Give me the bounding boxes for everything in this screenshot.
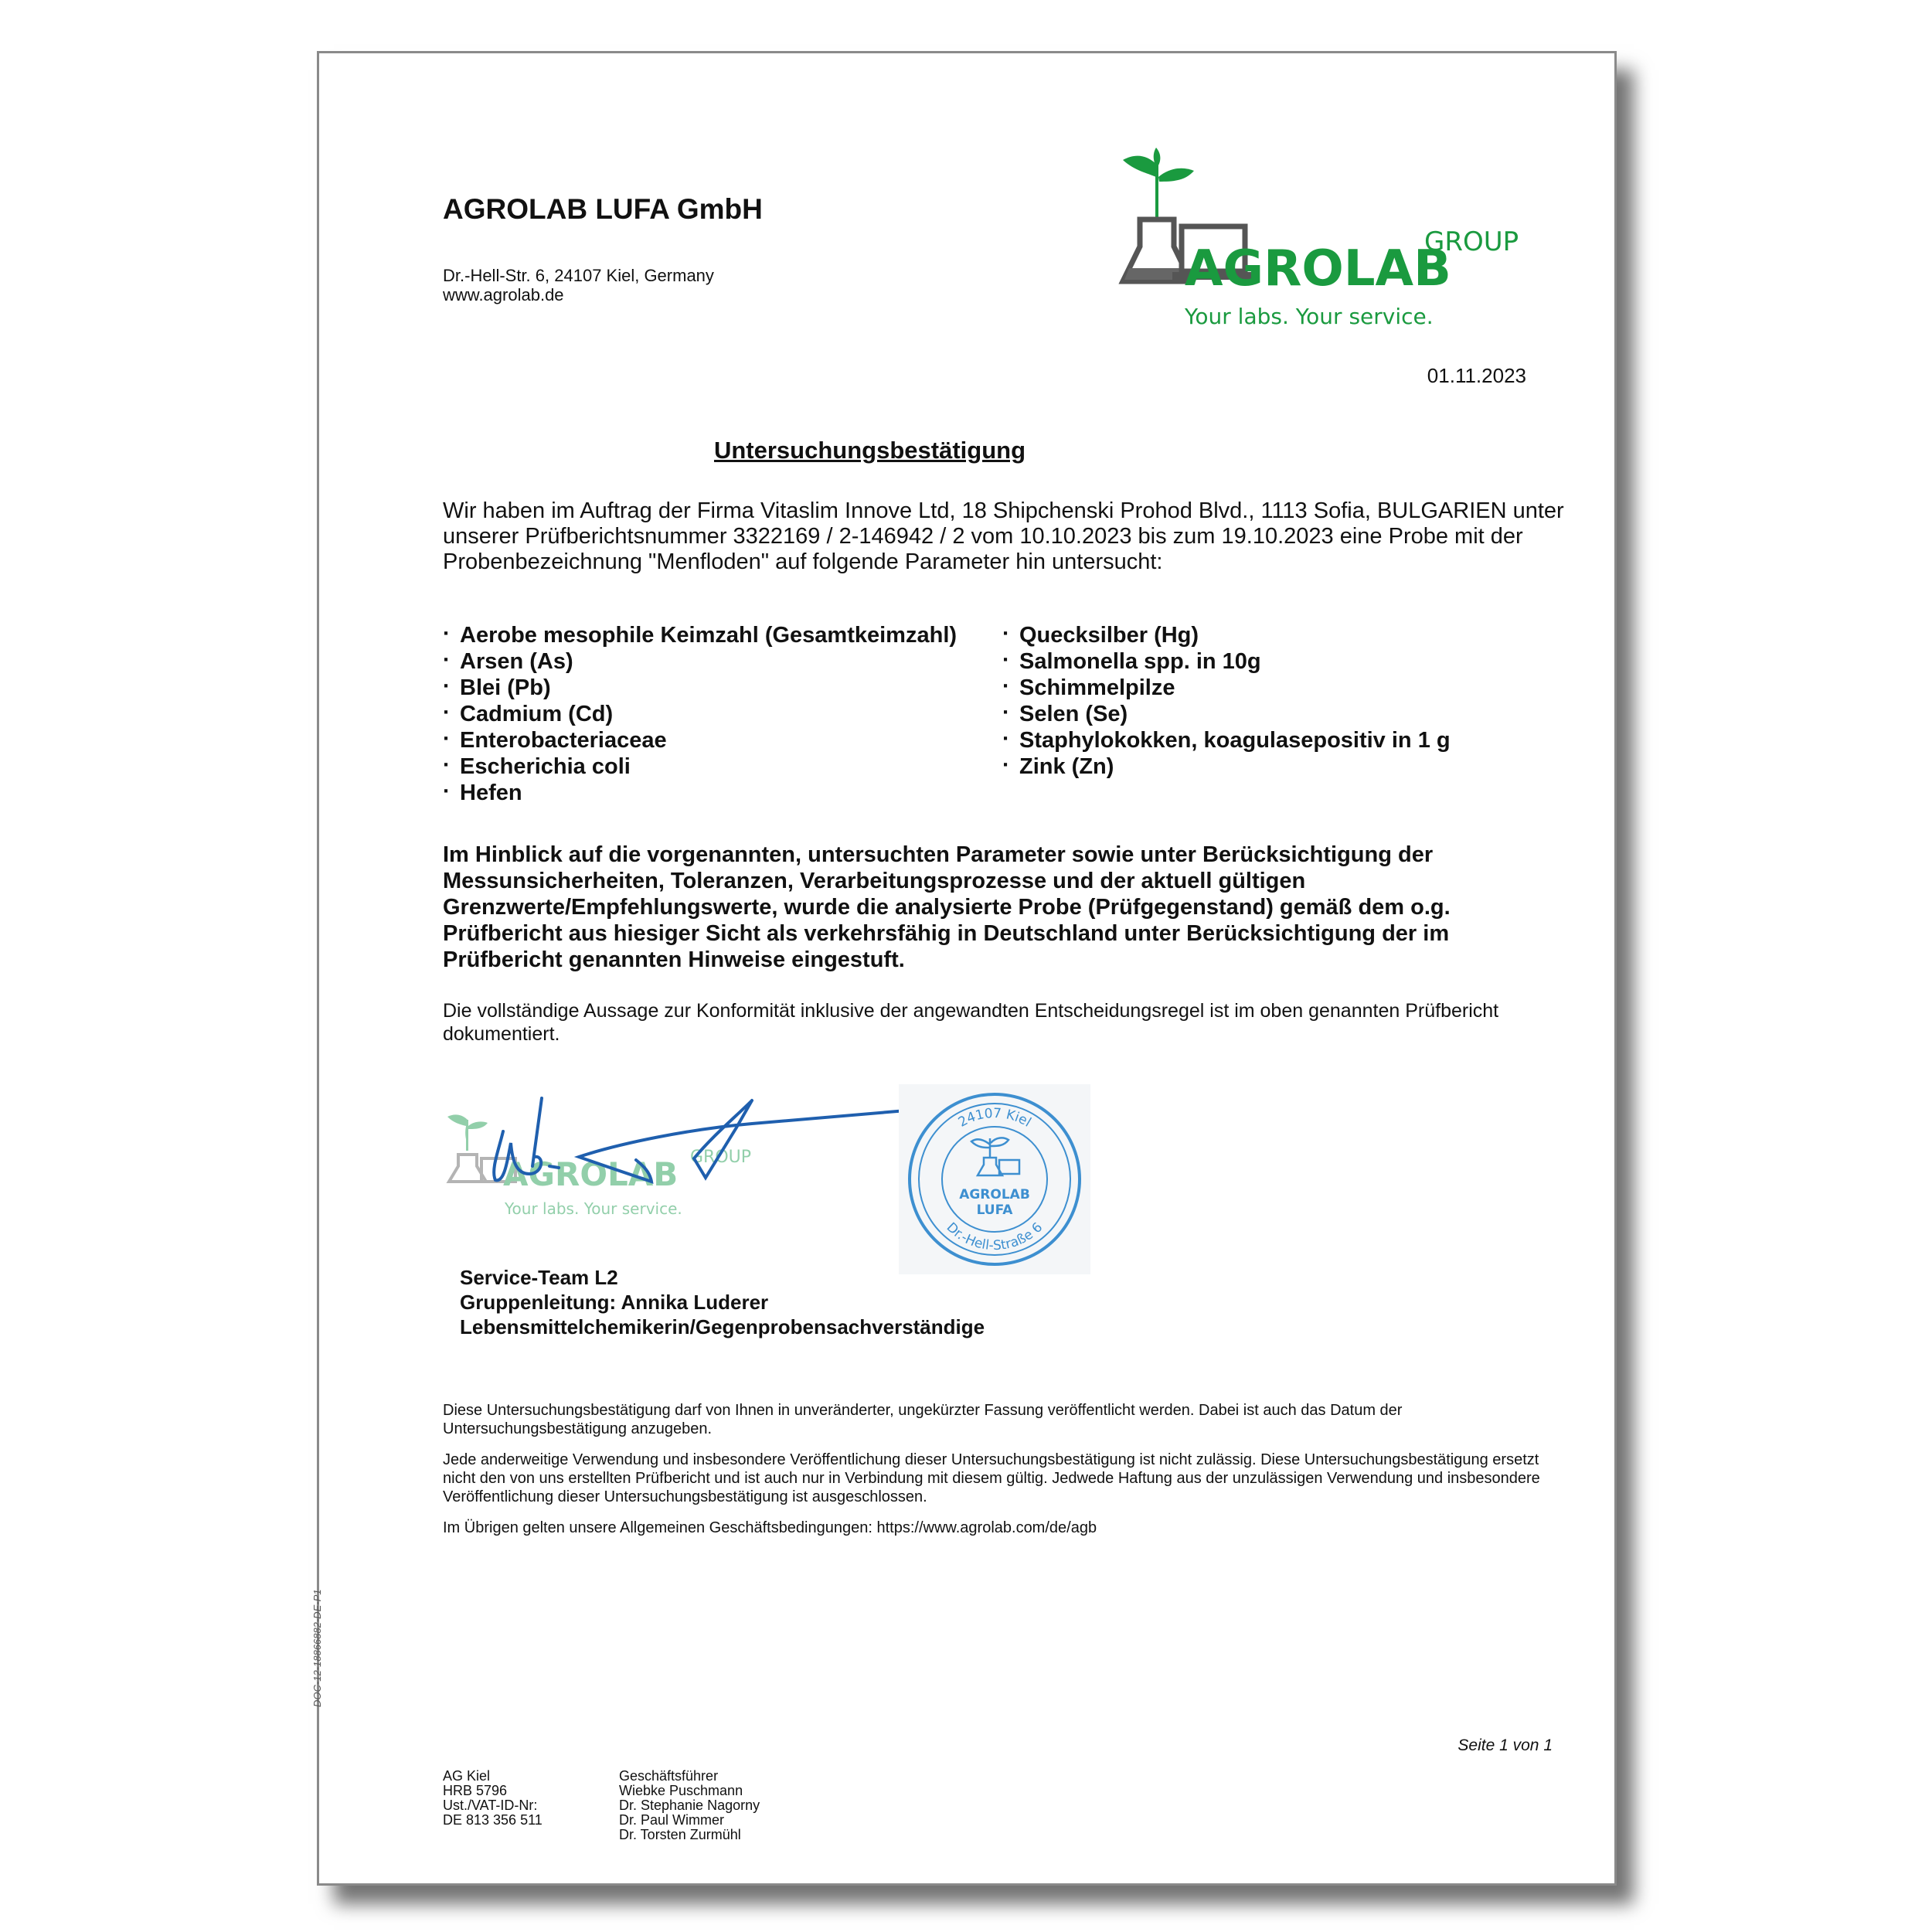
signatory-team: Service-Team L2 — [460, 1266, 618, 1289]
parameter-item: · Selen (Se) — [1002, 701, 1451, 727]
footer-line: Dr. Torsten Zurmühl — [619, 1827, 741, 1842]
parameter-item: · Blei (Pb) — [443, 675, 957, 701]
stamp-top-text: 24107 Kiel — [955, 1105, 1034, 1131]
note-paragraph: Im Übrigen gelten unsere Allgemeinen Geschäftsbedingungen: https://www.agrolab.com/de/agb — [443, 1519, 1097, 1536]
legal-notes — [443, 1401, 1571, 1549]
signatory-role: Lebensmittelchemikerin/Gegenprobensachverständige — [460, 1315, 985, 1338]
official-stamp — [899, 1084, 1090, 1274]
document-title: Untersuchungsbestätigung — [713, 437, 1026, 464]
parameter-item: · Schimmelpilze — [1002, 675, 1451, 701]
parameter-item: · Aerobe mesophile Keimzahl (Gesamtkeimzahl) — [443, 622, 957, 648]
agrolab-group-logo — [1100, 131, 1532, 332]
address-line: Dr.-Hell-Str. 6, 24107 Kiel, Germany — [443, 266, 714, 285]
footer-line: DE 813 356 511 — [443, 1812, 543, 1828]
assessment-paragraph: Im Hinblick auf die vorgenannten, untersuchten Parameter sowie unter Berücksichtigung der Messunsicherheiten, Toleranzen, Verarbeitungsprozesse und der aktuell gültigen Grenzwerte/Empfehlungswerte, wurde die analysierte Probe (Prüfgegenstand) gemäß dem o.g. Prüfbericht aus hiesiger Sicht als verkehrsfähig in Deutschland unter Berücksichtigung der im Prüfbericht genannten Hinweise eingestuft. — [443, 842, 1451, 972]
document-id: DOC-12-18866882-DE-P1 — [311, 1589, 323, 1707]
parameter-item: · Escherichia coli — [443, 753, 957, 780]
note-paragraph: Jede anderweitige Verwendung und insbesondere Veröffentlichung dieser Untersuchungsbestätigung ist nicht zulässig. Diese Untersuchungsbestätigung ersetzt nicht den von uns erstellten Prüfbericht und ist auch nur in Verbindung mit diesem gültig. Jedwede Haftung aus der unzulässigen Verwendung und insbesondere Veröffentlichung dieser Untersuchungsbestätigung ist ausgeschlossen. — [443, 1451, 1540, 1505]
company-name: AGROLAB LUFA GmbH — [443, 193, 763, 225]
footer-line: Ust./VAT-ID-Nr: — [443, 1798, 538, 1813]
signatory-lead: Gruppenleitung: Annika Luderer — [460, 1291, 769, 1314]
parameter-item: · Quecksilber (Hg) — [1002, 622, 1451, 648]
footer-line: Dr. Stephanie Nagorny — [619, 1798, 760, 1813]
parameter-item: · Arsen (As) — [443, 648, 957, 675]
company-address — [443, 266, 714, 304]
document-date: 01.11.2023 — [1427, 364, 1526, 387]
parameter-list-left — [443, 622, 957, 806]
parameter-list-right — [1002, 622, 1451, 780]
parameter-item: · Enterobacteriaceae — [443, 727, 957, 753]
stamp-center-line: LUFA — [976, 1202, 1013, 1218]
footer-registry — [443, 1769, 543, 1828]
footer-line: AG Kiel — [443, 1768, 491, 1784]
parameter-item: · Hefen — [443, 780, 957, 806]
logo-group: GROUP — [1424, 226, 1519, 257]
website-line: www.agrolab.de — [443, 285, 564, 304]
watermark-group: GROUP — [690, 1148, 752, 1167]
parameter-item: · Cadmium (Cd) — [443, 701, 957, 727]
watermark-wordmark: AGROLAB — [503, 1155, 679, 1193]
logo-wordmark: AGROLAB — [1185, 240, 1451, 298]
footer-management — [619, 1769, 760, 1842]
watermark-tagline: Your labs. Your service. — [505, 1199, 682, 1218]
footer-line: Dr. Paul Wimmer — [619, 1812, 725, 1828]
note-paragraph: Diese Untersuchungsbestätigung darf von Ihnen in unveränderter, ungekürzter Fassung veröffentlicht werden. Dabei ist auch das Datum der Untersuchungsbestätigung anzugeben. — [443, 1402, 1403, 1437]
signatory-block — [460, 1265, 985, 1339]
footer-line: Wiebke Puschmann — [619, 1783, 743, 1798]
parameter-item: · Staphylokokken, koagulasepositiv in 1 g — [1002, 727, 1451, 753]
stamp-bottom-text: Dr.-Hell-Straße 6 — [943, 1219, 1046, 1254]
stamp-center-line: AGROLAB — [959, 1187, 1030, 1202]
page-number: Seite 1 von 1 — [1458, 1736, 1553, 1754]
footer-line: Geschäftsführer — [619, 1768, 719, 1784]
intro-paragraph: Wir haben im Auftrag der Firma Vitaslim Innove Ltd, 18 Shipchenski Prohod Blvd., 1113 Sofia, BULGARIEN unter unserer Prüfberichtsnummer 3322169 / 2-146942 / 2 vom 10.10.2023 bis zum 19.10.2023 eine Probe mit der Probenbezeichnung "Menfloden" auf folgende Parameter hin untersucht: — [443, 498, 1564, 574]
parameter-item: · Salmonella spp. in 10g — [1002, 648, 1451, 675]
conformity-paragraph: Die vollständige Aussage zur Konformität inklusive der angewandten Entscheidungsregel ist im oben genannten Prüfbericht dokumentiert. — [443, 1000, 1499, 1045]
parameter-item: · Zink (Zn) — [1002, 753, 1451, 780]
footer-line: HRB 5796 — [443, 1783, 508, 1798]
document-page — [311, 51, 1617, 1886]
logo-tagline: Your labs. Your service. — [1185, 304, 1434, 329]
